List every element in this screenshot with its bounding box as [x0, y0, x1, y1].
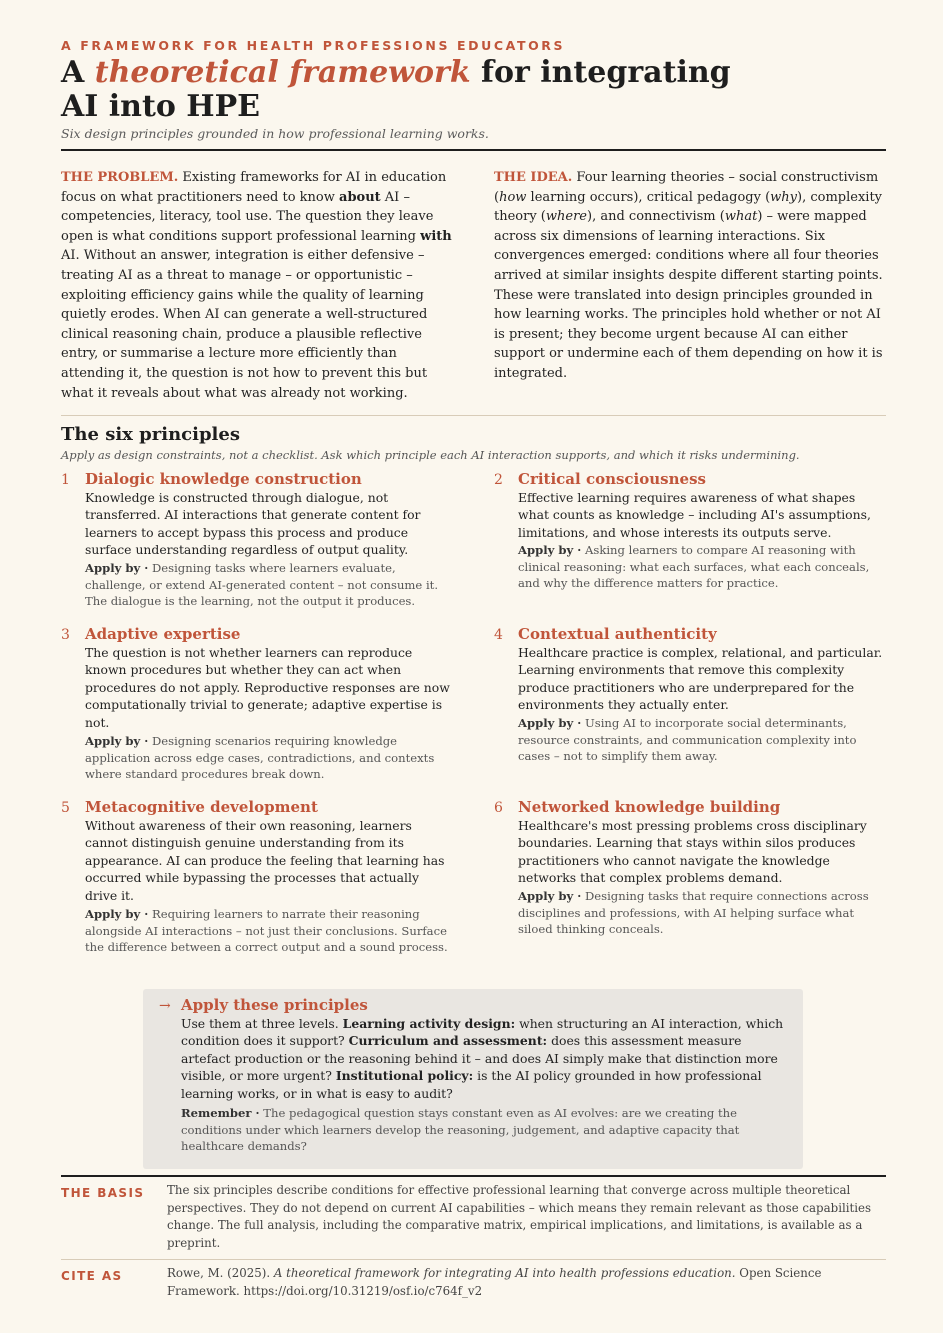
- footer-divider: [61, 1259, 886, 1260]
- problem-text: AI – competencies, literacy, tool use. The question they leave open is what conditions support professional learning: [61, 189, 434, 244]
- callout-text: Use them at three levels.: [181, 1016, 343, 1031]
- principle-number: 5: [61, 800, 70, 816]
- principle-title: Metacognitive development: [85, 798, 318, 816]
- apply-text: Using AI to incorporate social determinants, resource constraints, and communication complexity into cases – not to simplify them away.: [518, 716, 857, 764]
- idea-text: Four learning theories – social constructivism (: [494, 170, 879, 205]
- idea-text: ), complexity theory (: [494, 189, 883, 225]
- apply-text: Requiring learners to narrate their reasoning alongside AI interactions – not just their conclusions. Surface the difference between a correct output and a sound process.: [85, 907, 448, 955]
- callout-bold: Learning activity design:: [342, 1016, 516, 1031]
- principle-apply: [85, 560, 453, 610]
- page-title: [61, 56, 761, 124]
- principle-title: Networked knowledge building: [518, 798, 781, 816]
- principle-title: Adaptive expertise: [85, 625, 241, 643]
- principle-number: 3: [61, 627, 70, 643]
- title-emphasis: theoretical framework: [94, 55, 471, 90]
- apply-label: Apply by ·: [518, 889, 582, 903]
- cite-source: Open Science Framework. https://doi.org/10.31219/osf.io/c764f_v2: [167, 1266, 822, 1298]
- callout-text: is the AI policy grounded in how professional learning works, or in what is easy to audit?: [181, 1068, 762, 1101]
- callout-title: Apply these principles: [181, 996, 368, 1014]
- idea-italic: what: [724, 209, 758, 225]
- basis-label: THE BASIS: [61, 1186, 145, 1200]
- idea-text: ), and connectivism (: [587, 209, 725, 225]
- callout-bold: Institutional policy:: [335, 1068, 474, 1084]
- callout-remember: [181, 1105, 787, 1155]
- principles-subtitle: Apply as design constraints, not a checklist. Ask which principle each AI interaction supports, and which it risks undermining.: [61, 448, 800, 462]
- apply-text: Asking learners to compare AI reasoning with clinical reasoning: what each surfaces, what each conceals, and why the difference matters for practice.: [518, 543, 870, 591]
- eyebrow: A FRAMEWORK FOR HEALTH PROFESSIONS EDUCATORS: [61, 38, 566, 53]
- cite-text: [167, 1265, 887, 1300]
- apply-principles-callout: [143, 989, 803, 1169]
- remember-text: The pedagogical question stays constant even as AI evolves: are we creating the conditions under which learners develop the reasoning, judgement, and adaptive capacity that healthcare demands?: [181, 1106, 740, 1154]
- principle-apply: [518, 715, 886, 765]
- apply-label: Apply by ·: [85, 561, 149, 575]
- principles-heading: The six principles: [61, 424, 240, 445]
- principle-apply: [518, 542, 886, 592]
- apply-text: Designing tasks that require connections across disciplines and professions, with AI helping surface what siloed thinking conceals.: [518, 889, 869, 937]
- idea-italic: why: [770, 189, 798, 205]
- principle-number: 2: [494, 472, 503, 488]
- principle-body: Effective learning requires awareness of what shapes what counts as knowledge – including AI's assumptions, limitations, and whose interests its outputs serve.: [518, 490, 871, 540]
- apply-text: Designing scenarios requiring knowledge application across edge cases, contradictions, and contexts where standard procedures break down.: [85, 734, 435, 782]
- problem-text: AI. Without an answer, integration is either defensive – treating AI as a threat to manage – or opportunistic – exploiting efficiency gains while the quality of learning quietly erodes. When AI can generate a well-structured clinical reasoning chain, produce a plausible reflective entry, or summarise a lecture more efficiently than attending it, the question is not how to prevent this but what it reveals about what was already not working.: [61, 248, 428, 401]
- remember-label: Remember ·: [181, 1106, 260, 1120]
- principle-body: The question is not whether learners can reproduce known procedures but whether they can act when procedures do not apply. Reproductive responses are now computationally trivial to generate; adaptive expertise is not.: [85, 645, 450, 730]
- principle-apply: [85, 906, 453, 956]
- problem-bold-about: about: [339, 189, 381, 205]
- title-post: for integrating AI into HPE: [61, 55, 731, 124]
- principle-title: Critical consciousness: [518, 470, 706, 488]
- cite-author: Rowe, M. (2025).: [167, 1266, 274, 1280]
- principle-body: Without awareness of their own reasoning, learners cannot distinguish genuine understanding from its appearance. AI can produce the feeling that learning has occurred while bypassing the processes that actually drive it.: [85, 818, 445, 903]
- principle-number: 6: [494, 800, 503, 816]
- principle-number: 4: [494, 627, 503, 643]
- basis-text: The six principles describe conditions for effective professional learning that converge across multiple theoretical perspectives. They do not depend on current AI capabilities – which means they remain relevant as those capabilities change. The full analysis, including the comparative matrix, empirical implications, and limitations, is available as a preprint.: [167, 1183, 872, 1250]
- principle-body: Knowledge is constructed through dialogue, not transferred. AI interactions that generate content for learners to accept bypass this process and produce surface understanding regardless of output quality.: [85, 490, 421, 558]
- apply-label: Apply by ·: [518, 543, 582, 557]
- callout-bold: Curriculum and assessment:: [348, 1033, 548, 1049]
- principle-body: Healthcare's most pressing problems cross disciplinary boundaries. Learning that stays within silos produces practitioners who cannot navigate the knowledge networks that complex problems demand.: [518, 818, 867, 886]
- idea-lead: THE IDEA.: [494, 170, 573, 185]
- apply-label: Apply by ·: [85, 734, 149, 748]
- principle-title: Contextual authenticity: [518, 625, 717, 643]
- page-subtitle: Six design principles grounded in how professional learning works.: [61, 126, 489, 141]
- principle-number: 1: [61, 472, 70, 488]
- idea-text: ) – were mapped across six dimensions of learning interactions. Six convergences emerged: conditions where all four theories arrived at similar insights despite different starting points. These were translated into design principles grounded in how learning works. The principles hold whether or not AI is present; they become urgent because AI can either support or undermine each of them depending on how it is integrated.: [494, 209, 883, 381]
- problem-bold-with: with: [420, 228, 452, 244]
- callout-text: when structuring an AI interaction, which condition does it support?: [181, 1016, 784, 1049]
- apply-text: Designing tasks where learners evaluate, challenge, or extend AI-generated content – not consume it. The dialogue is the learning, not the output it produces.: [85, 561, 439, 609]
- idea-text: learning occurs), critical pedagogy (: [526, 189, 771, 205]
- cite-title: A theoretical framework for integrating AI into health professions education.: [273, 1266, 736, 1280]
- idea-column: [494, 168, 888, 384]
- apply-label: Apply by ·: [518, 716, 582, 730]
- principle-apply: [518, 888, 886, 938]
- apply-label: Apply by ·: [85, 907, 149, 921]
- arrow-right-icon: →: [159, 998, 171, 1014]
- callout-body: [181, 1015, 787, 1102]
- principle-title: Dialogic knowledge construction: [85, 470, 362, 488]
- problem-text: Existing frameworks for AI in education focus on what practitioners need to know: [61, 170, 447, 205]
- header-rule: [61, 149, 886, 151]
- principle-apply: [85, 733, 453, 783]
- problem-lead: THE PROBLEM.: [61, 170, 179, 185]
- problem-column: [61, 168, 455, 403]
- section-divider: [61, 415, 886, 416]
- title-pre: A: [61, 55, 95, 90]
- idea-italic: how: [499, 189, 527, 205]
- principle-body: Healthcare practice is complex, relational, and particular. Learning environments that remove this complexity produce practitioners who are underprepared for the environments they actually enter.: [518, 645, 883, 713]
- footer-rule: [61, 1175, 886, 1177]
- callout-text: does this assessment measure artefact production or the reasoning behind it – and does AI simply make that distinction more visible, or more urgent?: [181, 1033, 778, 1084]
- cite-label: CITE AS: [61, 1269, 123, 1283]
- idea-italic: where: [545, 209, 587, 225]
